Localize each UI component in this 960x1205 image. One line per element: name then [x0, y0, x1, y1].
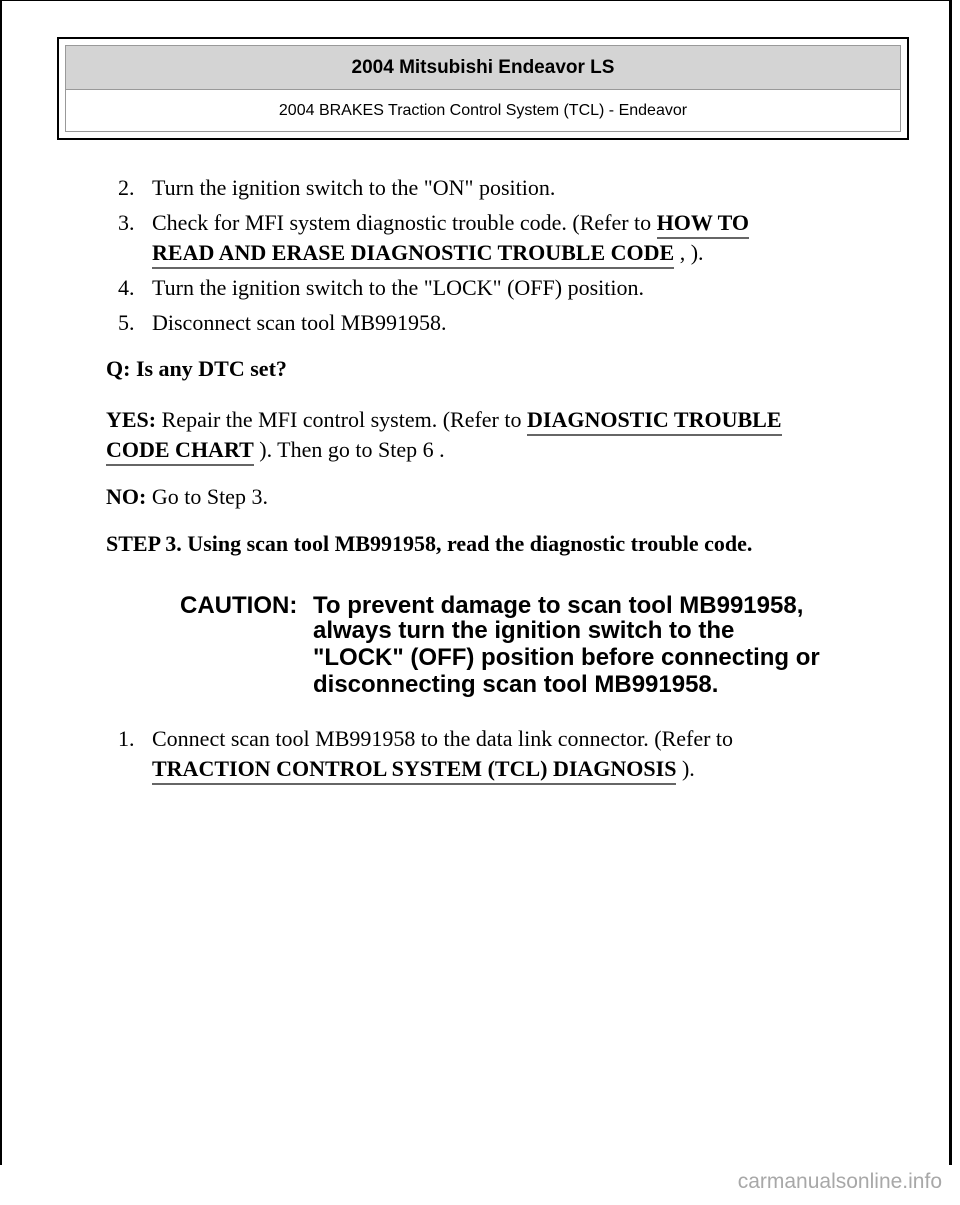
step-text: Turn the ignition switch to the "LOCK" (OFF) position. [152, 275, 645, 300]
step-text-part: Check for MFI system diagnostic trouble code. (Refer to [152, 210, 657, 235]
step-number: 2. [118, 175, 135, 200]
yes-label: YES: [106, 407, 157, 432]
step-text: Connect scan tool MB991958 to the data link connector. (Refer to [152, 726, 734, 751]
step-number: 1. [118, 726, 135, 751]
caution-label: CAUTION: [180, 592, 298, 619]
step-number: 4. [118, 275, 135, 300]
step-text-continued [152, 240, 704, 266]
how-to-read-erase-dtc-link[interactable]: HOW TO [657, 210, 749, 239]
dtc-chart-link-continued[interactable]: CODE CHART [106, 437, 254, 466]
step-text: Turn the ignition switch to the "ON" position. [152, 175, 556, 200]
caution-line: disconnecting scan tool MB991958. [313, 671, 719, 698]
document-header [57, 37, 909, 140]
header-subtitle: 2004 BRAKES Traction Control System (TCL) - Endeavor [66, 90, 900, 131]
step-text: Disconnect scan tool MB991958. [152, 310, 447, 335]
no-text: Go to Step 3. [146, 484, 268, 509]
step-text [152, 210, 749, 236]
watermark: carmanualsonline.info [737, 1170, 942, 1193]
no-answer [106, 484, 268, 510]
no-label: NO: [106, 484, 147, 509]
caution-line: To prevent damage to scan tool MB991958, [313, 592, 804, 619]
yes-text-after: ). Then go to Step 6 . [253, 437, 445, 462]
question-text: Q: Is any DTC set? [106, 356, 287, 381]
dtc-chart-link[interactable]: DIAGNOSTIC TROUBLE [527, 407, 782, 436]
step-number: 5. [118, 310, 135, 335]
step-heading: STEP 3. Using scan tool MB991958, read the diagnostic trouble code. [106, 531, 753, 556]
yes-answer [106, 407, 782, 433]
tcl-diagnosis-link[interactable]: TRACTION CONTROL SYSTEM (TCL) DIAGNOSIS [152, 756, 676, 785]
caution-line: always turn the ignition switch to the [313, 617, 735, 644]
header-title: 2004 Mitsubishi Endeavor LS [66, 46, 900, 90]
yes-text: Repair the MFI control system. (Refer to [156, 407, 527, 432]
step-text-continued [152, 756, 695, 782]
step-number: 3. [118, 210, 135, 235]
step-text-part: , ). [674, 240, 704, 265]
header-inner [65, 45, 901, 132]
yes-answer-continued [106, 437, 445, 463]
caution-line: "LOCK" (OFF) position before connecting or [313, 644, 820, 671]
step-text-part: ). [676, 756, 695, 781]
how-to-read-erase-dtc-link-continued[interactable]: READ AND ERASE DIAGNOSTIC TROUBLE CODE [152, 240, 674, 269]
